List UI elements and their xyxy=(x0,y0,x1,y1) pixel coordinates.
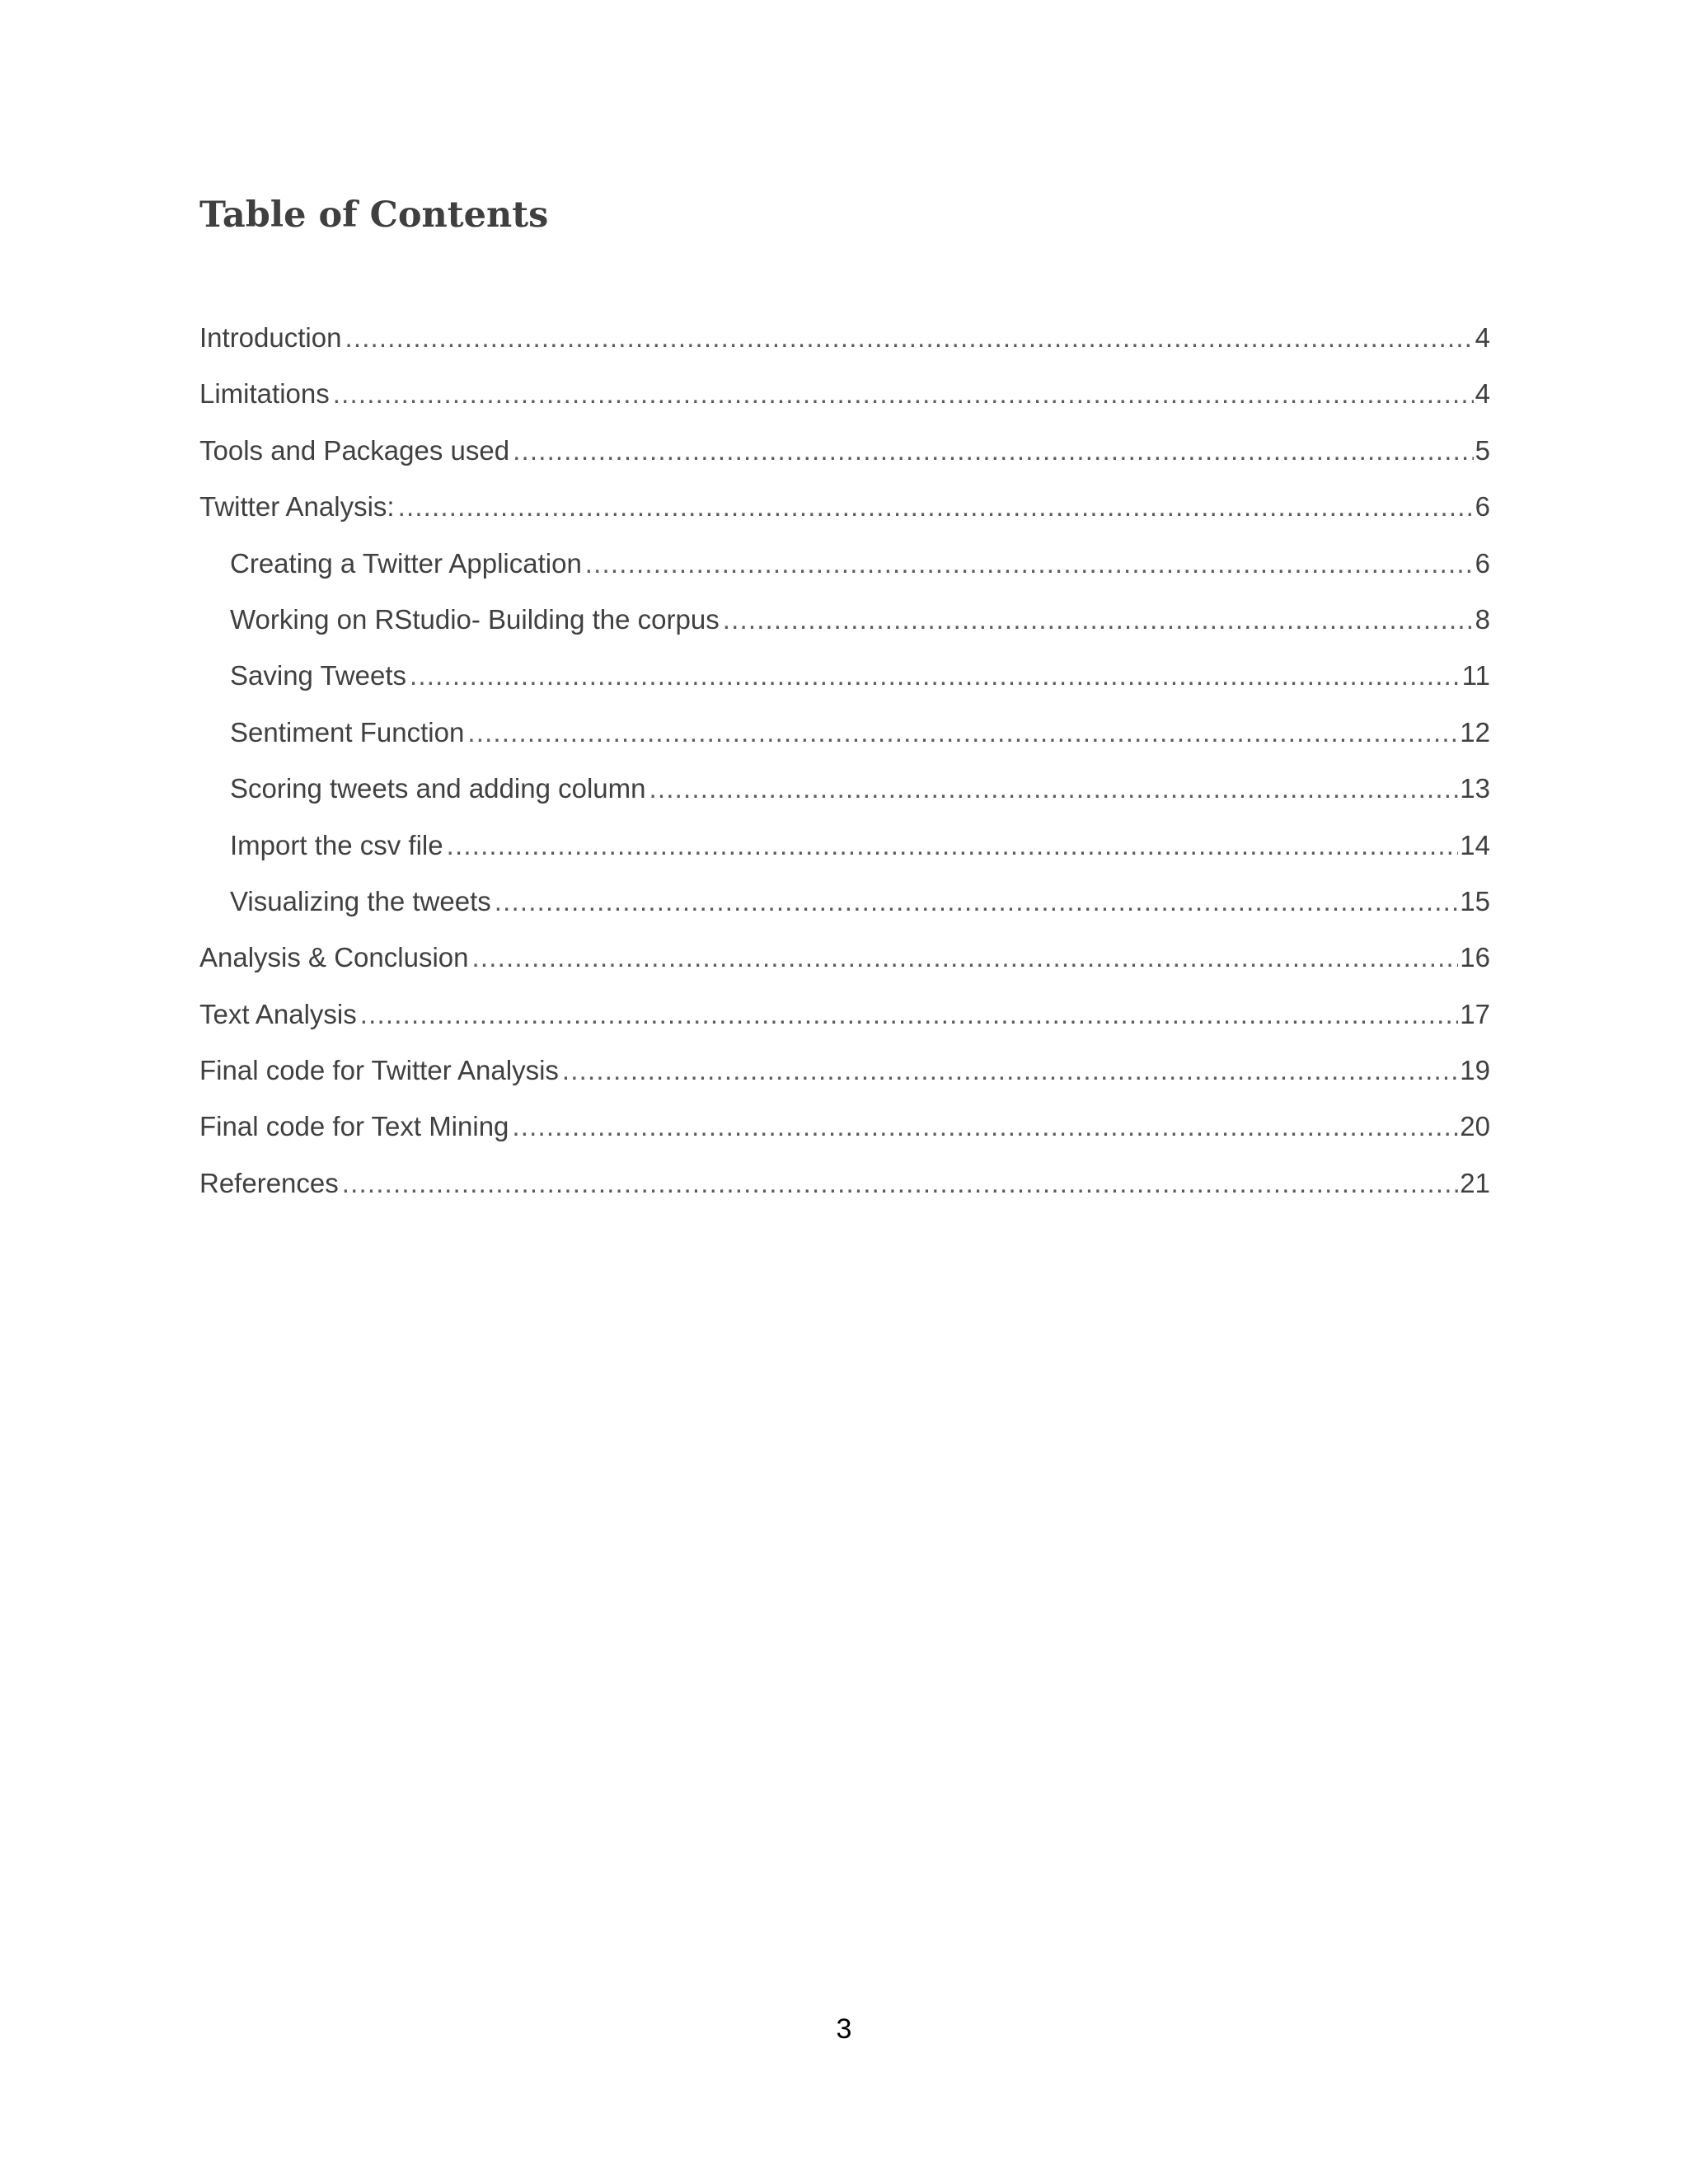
toc-entry-page: 15 xyxy=(1460,885,1490,916)
toc-entry-page: 12 xyxy=(1460,716,1490,748)
toc-entry-page: 8 xyxy=(1475,603,1490,635)
toc-entry-label: Tools and Packages used xyxy=(199,434,510,466)
toc-entry-scoring-tweets[interactable] xyxy=(199,769,1490,825)
toc-entry-sentiment-function[interactable] xyxy=(199,713,1490,769)
toc-dot-leader xyxy=(495,882,1459,921)
toc-entry-page: 16 xyxy=(1460,942,1490,973)
toc-entry-page: 14 xyxy=(1460,829,1490,860)
toc-entry-label: Visualizing the tweets xyxy=(230,885,491,916)
toc-title: Table of Contents xyxy=(199,194,549,236)
toc-entry-saving-tweets[interactable] xyxy=(199,656,1490,712)
toc-entry-label: Limitations xyxy=(199,378,330,410)
toc-entry-creating-twitter-application[interactable] xyxy=(199,544,1490,600)
toc-entry-label: Twitter Analysis: xyxy=(199,491,395,523)
toc-dot-leader xyxy=(333,374,1474,414)
toc-entry-label: Text Analysis xyxy=(199,998,357,1029)
toc-entry-label: Final code for Twitter Analysis xyxy=(199,1055,559,1086)
toc-entry-label: Import the csv file xyxy=(230,829,443,860)
page-number: 3 xyxy=(836,2013,852,2045)
toc-entry-label: References xyxy=(199,1167,339,1198)
toc-dot-leader xyxy=(342,1164,1459,1203)
toc-entry-label: Working on RStudio- Building the corpus xyxy=(230,603,720,635)
toc-entry-visualizing-tweets[interactable] xyxy=(199,882,1490,938)
toc-entry-page: 4 xyxy=(1475,322,1490,353)
toc-entry-references[interactable] xyxy=(199,1164,1490,1220)
toc-entry-limitations[interactable] xyxy=(199,374,1490,430)
toc-dot-leader xyxy=(512,1107,1458,1146)
toc-entry-text-analysis[interactable] xyxy=(199,995,1490,1051)
toc-dot-leader xyxy=(723,600,1474,640)
toc-entry-label: Final code for Text Mining xyxy=(199,1111,509,1142)
toc-entry-working-on-rstudio[interactable] xyxy=(199,600,1490,656)
toc-dot-leader xyxy=(649,769,1458,808)
toc-entry-page: 13 xyxy=(1460,773,1490,804)
toc-entry-page: 11 xyxy=(1461,660,1490,691)
toc-entry-final-code-twitter[interactable] xyxy=(199,1051,1490,1107)
toc-entry-page: 19 xyxy=(1460,1055,1490,1086)
toc-dot-leader xyxy=(585,544,1474,583)
toc-entry-import-csv[interactable] xyxy=(199,826,1490,882)
toc-entry-label: Analysis & Conclusion xyxy=(199,942,469,973)
toc-entry-label: Saving Tweets xyxy=(230,660,407,691)
toc-entry-label: Sentiment Function xyxy=(230,716,465,748)
toc-entry-page: 21 xyxy=(1460,1167,1490,1198)
toc-entry-label: Creating a Twitter Application xyxy=(230,547,582,579)
toc-dot-leader xyxy=(345,318,1473,358)
toc-dot-leader xyxy=(360,995,1459,1034)
toc-dot-leader xyxy=(467,713,1458,752)
toc-dot-leader xyxy=(410,656,1461,696)
toc-entry-label: Introduction xyxy=(199,322,342,353)
toc-dot-leader xyxy=(562,1051,1458,1090)
toc-dot-leader xyxy=(447,826,1459,865)
toc-dot-leader xyxy=(398,487,1474,527)
toc-entry-page: 5 xyxy=(1475,434,1490,466)
toc-entry-page: 4 xyxy=(1475,378,1490,410)
toc-entry-tools-and-packages[interactable] xyxy=(199,431,1490,487)
toc-dot-leader xyxy=(513,431,1474,471)
toc-list xyxy=(199,318,1490,1220)
toc-dot-leader xyxy=(472,938,1459,977)
toc-entry-twitter-analysis[interactable] xyxy=(199,487,1490,543)
toc-entry-introduction[interactable] xyxy=(199,318,1490,374)
toc-entry-final-code-text-mining[interactable] xyxy=(199,1107,1490,1163)
toc-entry-page: 20 xyxy=(1460,1111,1490,1142)
toc-entry-page: 17 xyxy=(1460,998,1490,1029)
toc-entry-page: 6 xyxy=(1475,547,1490,579)
toc-entry-label: Scoring tweets and adding column xyxy=(230,773,646,804)
toc-entry-page: 6 xyxy=(1475,491,1490,523)
toc-entry-analysis-conclusion[interactable] xyxy=(199,938,1490,994)
